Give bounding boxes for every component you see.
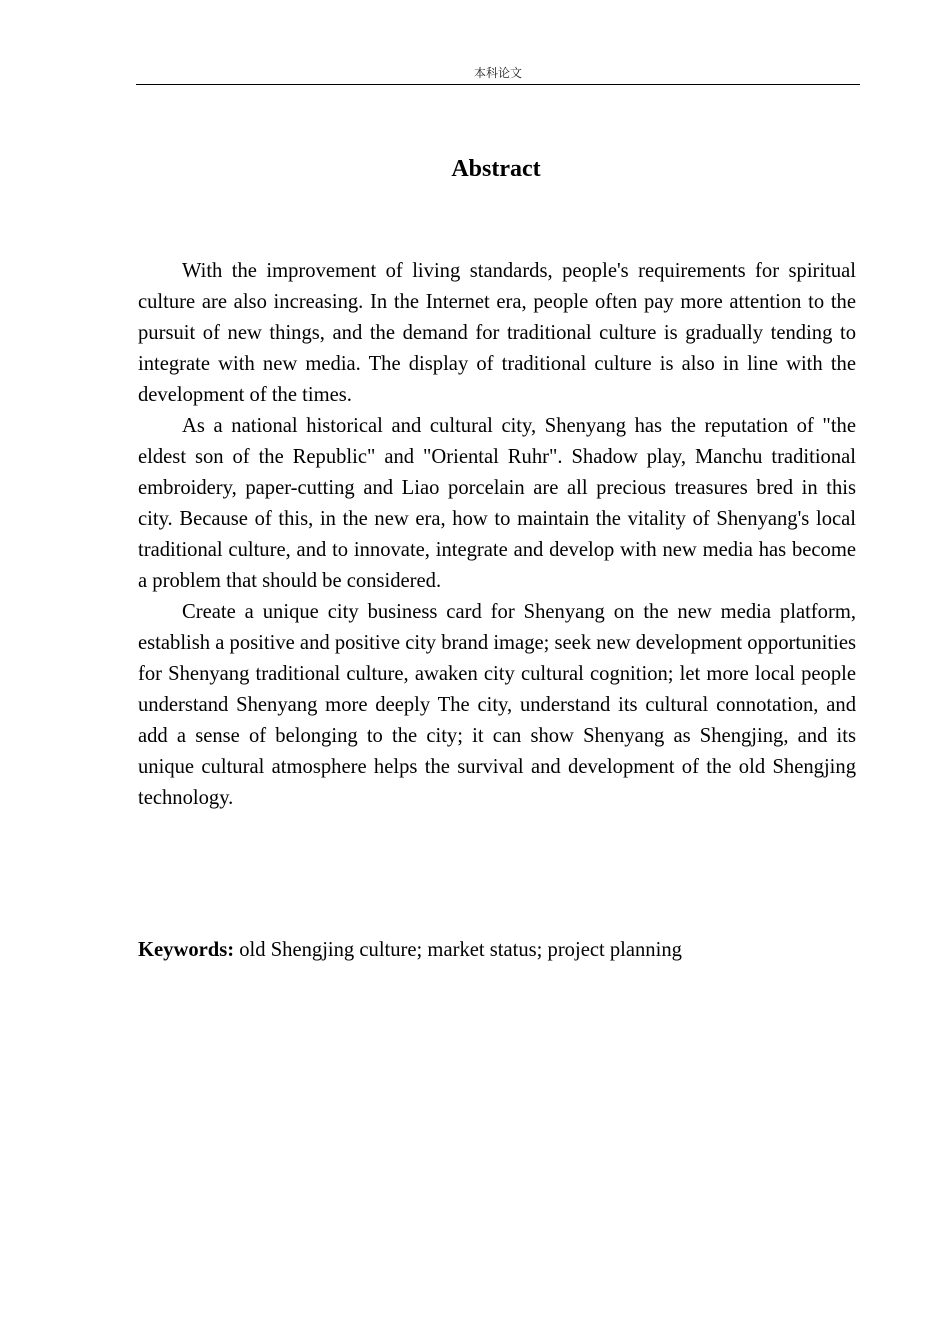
abstract-paragraph: As a national historical and cultural city, Shenyang has the reputation of "the eldest son of the Republic" and "Oriental Ruhr". Shadow play, Manchu traditional embroidery, paper-cutting and Liao porcelain are all precious treasures bred in this city. Because of this, in the new era, how to maintain the vitality of Shenyang's local traditional culture, and to innovate, integrate and develop with new media has become a problem that should be considered. [138,415,856,592]
abstract-title: Abstract [451,156,541,182]
page-header-text: 本科论文 [473,66,522,80]
keywords-label: Keywords: [138,939,235,961]
abstract-body [138,256,856,814]
keywords-line [138,935,856,966]
abstract-paragraph: Create a unique city business card for Shenyang on the new media platform, establish a positive and positive city brand image; seek new development opportunities for Shenyang traditional culture, awaken city cultural cognition; let more local people understand Shenyang more deeply The city, understand its cultural connotation, and add a sense of belonging to the city; it can show Shenyang as Shengjing, and its unique cultural atmosphere helps the survival and development of the old Shengjing technology. [138,601,856,809]
keywords-text: old Shengjing culture; market status; project planning [234,939,682,961]
abstract-paragraph: With the improvement of living standards, people's requirements for spiritual culture are also increasing. In the Internet era, people often pay more attention to the pursuit of new things, and the demand for traditional culture is gradually tending to integrate with new media. The display of traditional culture is also in line with the development of the times. [138,260,856,406]
page-header [136,62,860,85]
